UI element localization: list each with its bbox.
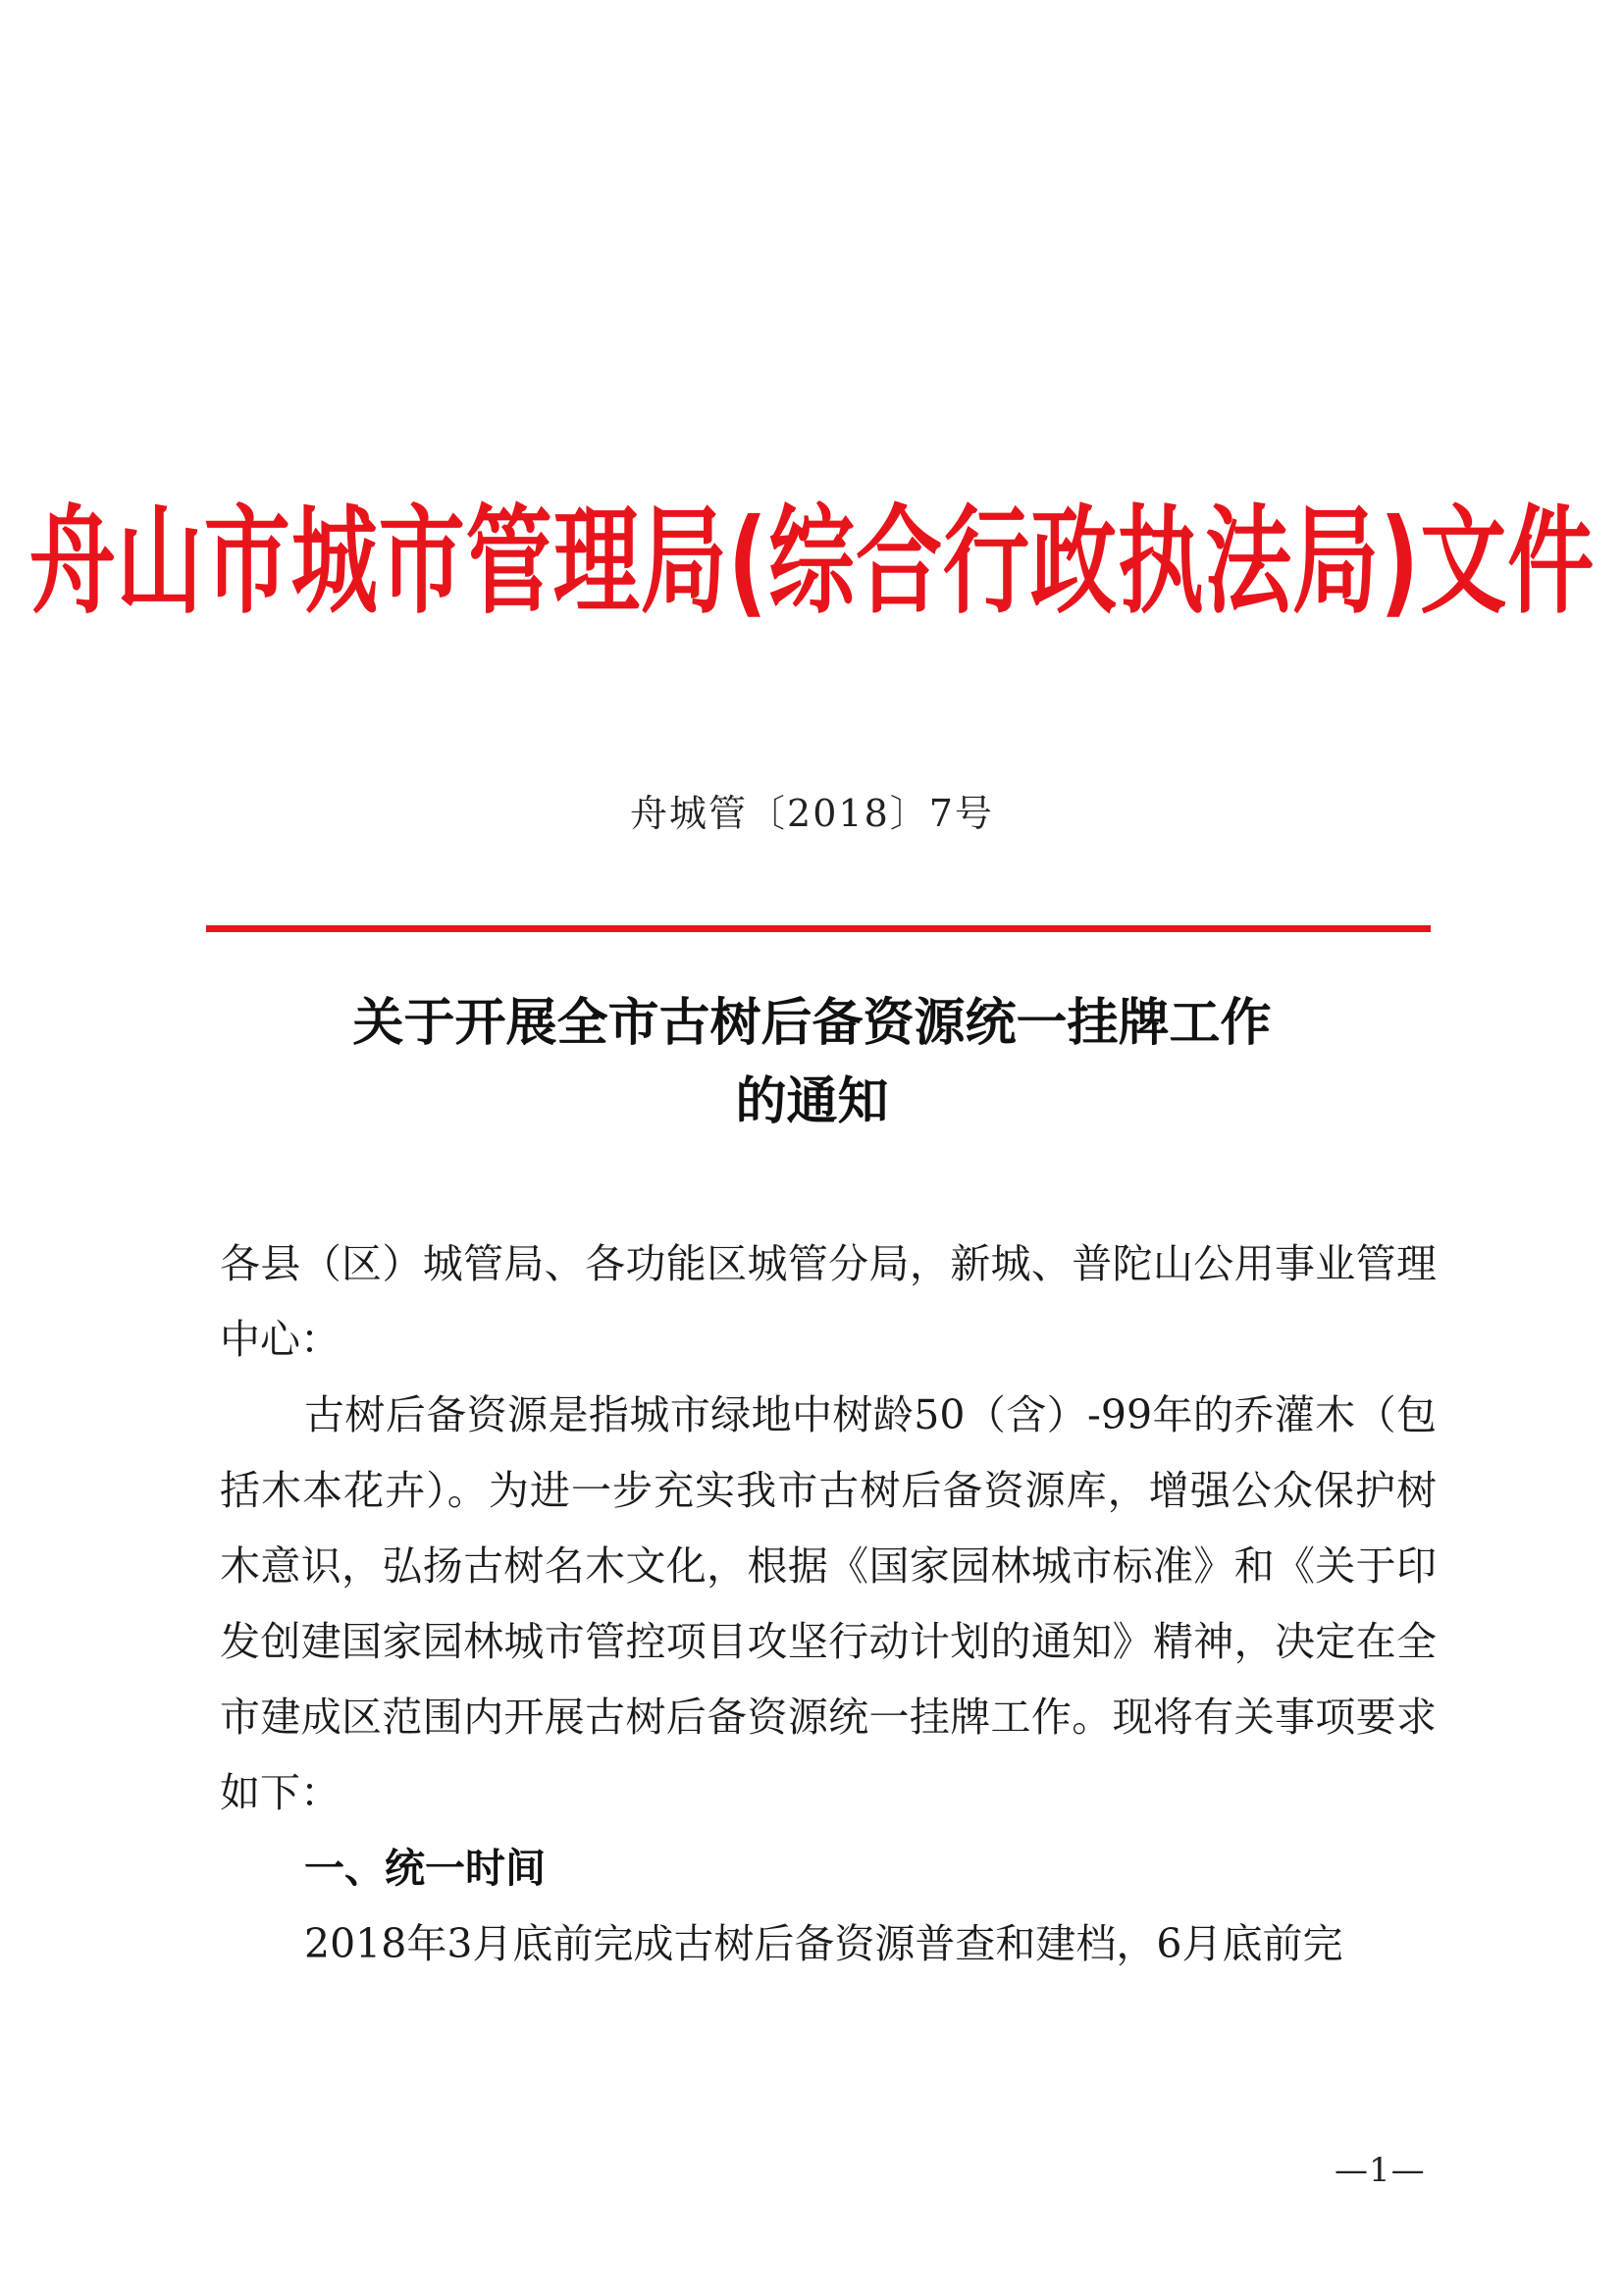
masthead-title: 舟山市城市管理局(综合行政执法局)文件 <box>28 493 1596 630</box>
section-paragraph: 2018年3月底前完成古树后备资源普查和建档，6月底前完 <box>304 1920 1343 1967</box>
body-paragraph: 古树后备资源是指城市绿地中树龄50（含）-99年的乔灌木（包括木本花卉）。为进一步充实我市古树后备资源库，增强公众保护树木意识，弘扬古树名木文化，根据《国家园林城市标准》和《关于印发创建国家园林城市管控项目攻坚行动计划的通知》精神，决定在全市建成区范围内开展古树后备资源统一挂牌工作。现将有关事项要求如下： <box>220 1391 1437 1816</box>
recipients-line: 各县（区）城管局、各功能区城管分局，新城、普陀山公用事业管理中心： <box>220 1240 1437 1363</box>
page-number: —1— <box>1335 2151 1426 2190</box>
section-heading: 一、统一时间 <box>304 1845 546 1892</box>
document-body <box>220 1226 1437 1982</box>
red-separator-line <box>206 925 1431 932</box>
document-number: 舟城管〔2018〕7号 <box>630 792 994 835</box>
document-title-line1: 关于开展全市古树后备资源统一挂牌工作 <box>352 994 1272 1053</box>
document-title-line2: 的通知 <box>735 1072 889 1131</box>
document-title <box>0 984 1624 1141</box>
